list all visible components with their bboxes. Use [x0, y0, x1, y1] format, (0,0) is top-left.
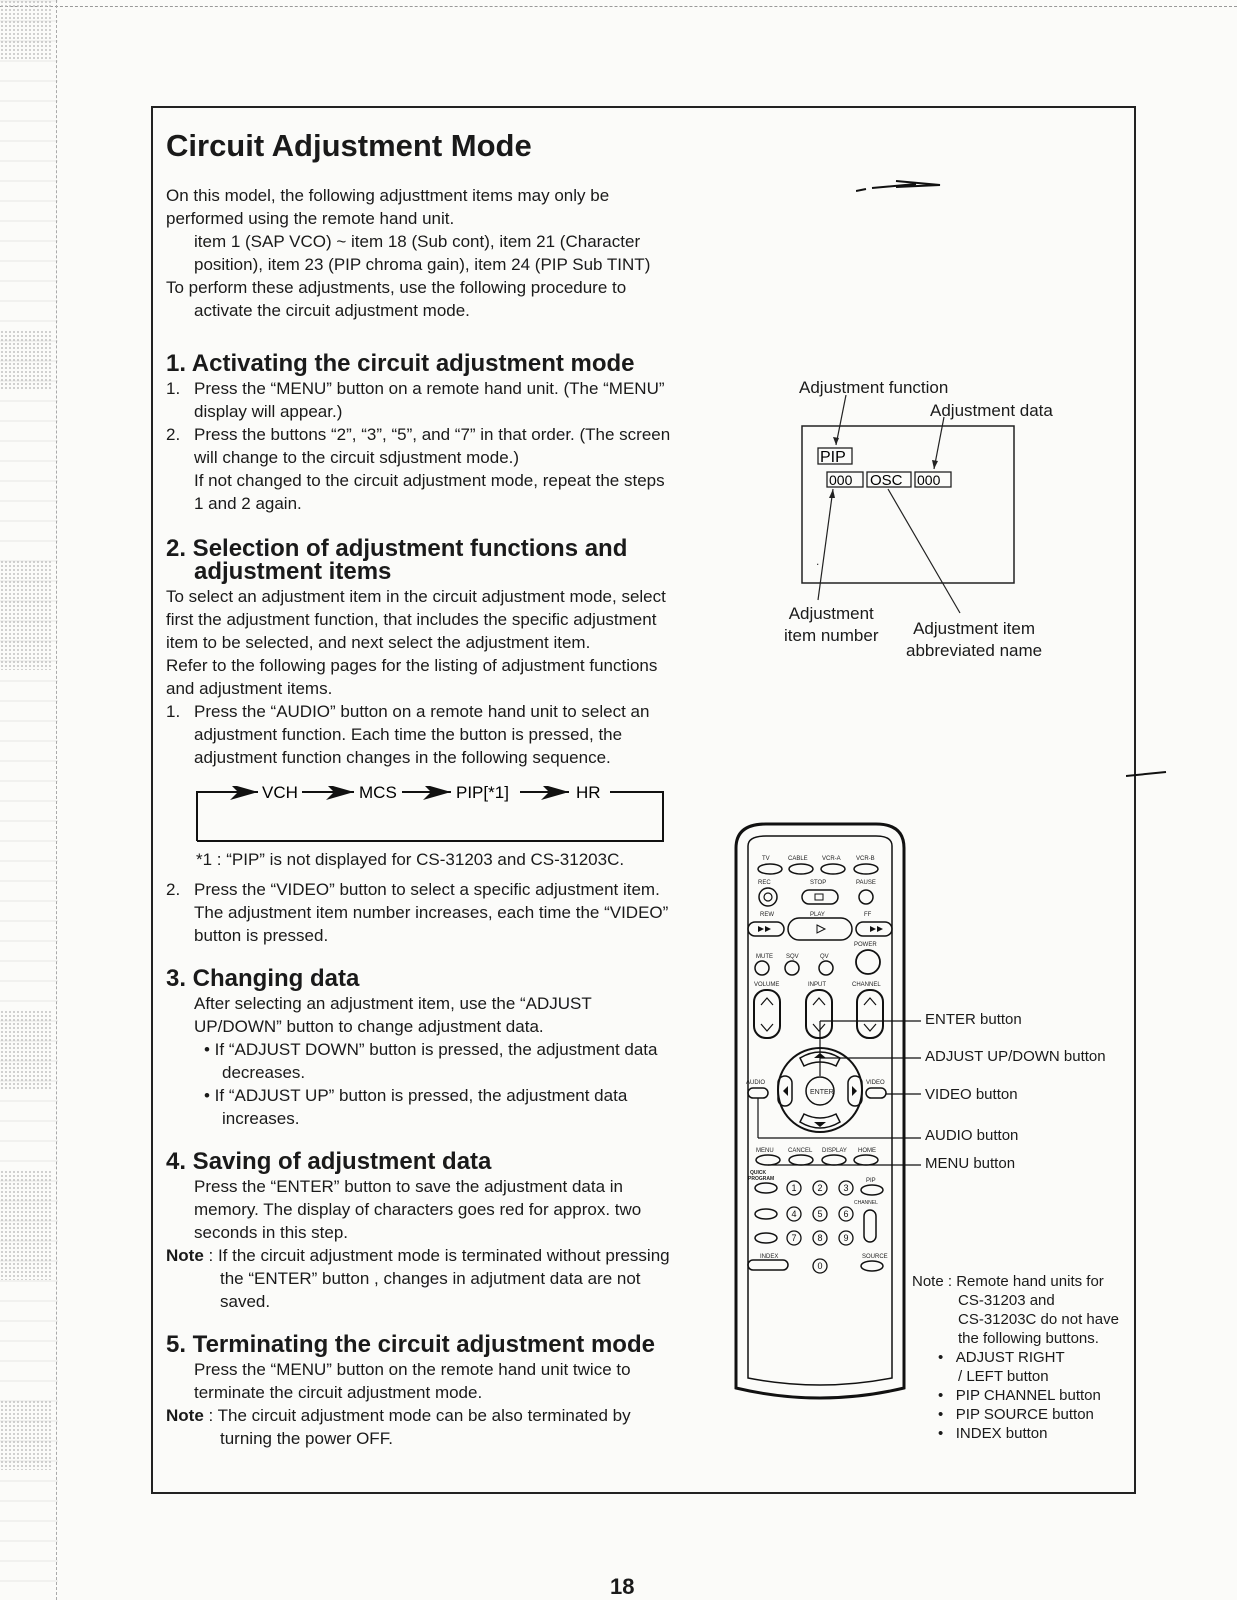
- osd-pip: PIP: [820, 449, 846, 466]
- note-text: : The circuit adjustment mode can be also terminated by: [208, 1406, 631, 1425]
- note-label: Note: [166, 1246, 204, 1265]
- remote-label-source: SOURCE: [862, 1254, 888, 1260]
- section-heading-line: 2. Selection of adjustment functions and: [166, 535, 628, 562]
- bullet-line: increases.: [222, 1109, 300, 1128]
- step-text: Press the buttons “2”, “3”, “5”, and “7” in that order. (The screen: [194, 425, 671, 444]
- paragraph-line: After selecting an adjustment item, use the “ADJUST: [194, 994, 592, 1013]
- step-text: The adjustment item number increases, each time the “VIDEO”: [194, 903, 669, 922]
- bullet-line: • If “ADJUST DOWN” button is pressed, the adjustment data: [204, 1040, 658, 1059]
- step-number: 1.: [166, 702, 181, 721]
- remote-btn-tv: [758, 864, 782, 874]
- paragraph-line: item to be selected, and next select the adjustment item.: [166, 633, 591, 652]
- remote-digit-label: 3: [843, 1183, 849, 1193]
- seq-hr: HR: [576, 786, 601, 802]
- remote-label-home: HOME: [858, 1148, 876, 1154]
- left-fold-line: [56, 0, 57, 1600]
- remote-label-qv: QV: [820, 954, 829, 960]
- step-text: 1 and 2 again.: [194, 494, 302, 513]
- label-item-number: [784, 603, 878, 647]
- remote-digit-label: 5: [817, 1209, 823, 1219]
- step-text: adjustment function changes in the following sequence.: [194, 748, 611, 767]
- bullet-line: • If “ADJUST UP” button is pressed, the adjustment data: [204, 1086, 628, 1105]
- remote-label-cancel: CANCEL: [788, 1148, 813, 1154]
- paragraph-line: memory. The display of characters goes red for approx. two: [194, 1200, 642, 1219]
- note-list-item: PIP CHANNEL button: [955, 1387, 1101, 1404]
- paragraph-line: Press the “ENTER” button to save the adjustment data in: [194, 1177, 623, 1196]
- section-heading: [166, 537, 706, 583]
- remote-btn-power: [856, 950, 880, 974]
- step-text: adjustment function. Each time the button is pressed, the: [194, 725, 623, 744]
- osd-item-number: 000: [829, 472, 853, 488]
- remote-btn-vcr-b: [854, 864, 878, 874]
- callout-adjust-up-down: ADJUST UP/DOWN button: [925, 1048, 1106, 1065]
- remote-btn-pip-channel: [864, 1210, 876, 1242]
- remote-btn-rec: [759, 888, 777, 906]
- note-text: the “ENTER” button , changes in adjutment data are not: [220, 1269, 641, 1288]
- remote-btn-display: [822, 1155, 846, 1165]
- remote-btn-audio: [748, 1088, 768, 1098]
- remote-btn-cable: [789, 864, 813, 874]
- remote-label-pip-channel: CHANNEL: [854, 1200, 878, 1206]
- section-5: [166, 1333, 706, 1450]
- remote-btn-sqv: [785, 961, 799, 975]
- remote-label-stop: STOP: [810, 880, 827, 886]
- step-text: If not changed to the circuit adjustment mode, repeat the steps: [194, 471, 665, 490]
- step-text: Press the “AUDIO” button on a remote hand unit to select an: [194, 702, 650, 721]
- paragraph-line: Press the “MENU” button on the remote hand unit twice to: [194, 1360, 631, 1379]
- callout-enter: ENTER button: [925, 1011, 1022, 1028]
- remote-btn-qv: [819, 961, 833, 975]
- remote-label-pause: PAUSE: [856, 880, 876, 886]
- paragraph-line: To select an adjustment item in the circuit adjustment mode, select: [166, 587, 666, 606]
- note-text: Remote hand units for: [956, 1273, 1104, 1290]
- note-list-item: ADJUST RIGHT: [955, 1349, 1065, 1366]
- paragraph-line: seconds in this step.: [194, 1223, 349, 1242]
- remote-label-ff: FF: [864, 912, 872, 918]
- osd-diagram: [780, 395, 1060, 620]
- remote-btn-stop: [802, 890, 838, 904]
- remote-label-play: PLAY: [810, 912, 825, 918]
- remote-label-audio: AUDIO: [746, 1080, 766, 1086]
- label-item-name: [906, 618, 1042, 662]
- remote-digit-label: 6: [843, 1209, 849, 1219]
- remote-btn-mute: [755, 961, 769, 975]
- seq-vch: VCH: [262, 786, 298, 802]
- step-number: 2.: [166, 880, 181, 899]
- remote-btn-side: [755, 1209, 777, 1219]
- section-heading-line: adjustment items: [194, 558, 392, 585]
- function-sequence-diagram: [196, 786, 664, 842]
- step-text: will change to the circuit sdjustment mode.): [194, 448, 520, 467]
- paragraph-line: first the adjustment function, that includes the specific adjustment: [166, 610, 657, 629]
- section-2: [166, 537, 706, 769]
- left-binding-strip: [0, 0, 58, 1600]
- note-list-item: INDEX button: [955, 1425, 1048, 1442]
- remote-label-power: POWER: [854, 942, 877, 948]
- label-line: Adjustment: [788, 604, 874, 623]
- remote-label-mute: MUTE: [756, 954, 773, 960]
- remote-label-display: DISPLAY: [822, 1148, 847, 1154]
- note-text: saved.: [220, 1292, 271, 1311]
- intro-items: item 1 (SAP VCO) ~ item 18 (Sub cont), item 21 (Character: [194, 232, 641, 251]
- remote-label-index: INDEX: [760, 1254, 779, 1260]
- remote-label-vcr-a: VCR-A: [822, 856, 841, 862]
- remote-digit-label: 8: [817, 1233, 823, 1243]
- label-line: item number: [784, 626, 879, 645]
- remote-label-volume: VOLUME: [754, 982, 780, 988]
- bullet-line: decreases.: [222, 1063, 306, 1082]
- paragraph-line: and adjustment items.: [166, 679, 333, 698]
- callout-audio: AUDIO button: [925, 1127, 1019, 1144]
- remote-btn-side: [755, 1233, 777, 1243]
- section-heading: 1. Activating the circuit adjustment mode: [166, 350, 635, 377]
- remote-btn-cancel: [789, 1155, 813, 1165]
- section-heading: 3. Changing data: [166, 965, 360, 992]
- intro-line: activate the circuit adjustment mode.: [194, 301, 470, 320]
- note-list-item: / LEFT button: [958, 1368, 1049, 1385]
- remote-digit-label: 9: [843, 1233, 849, 1243]
- label-adjustment-data: Adjustment data: [930, 401, 1053, 420]
- intro-line: On this model, the following adjusttment items may only be: [166, 186, 610, 205]
- remote-digit-label: 1: [791, 1183, 797, 1193]
- remote-label-cable: CABLE: [788, 856, 808, 862]
- remote-label-tv: TV: [762, 856, 770, 862]
- footnote: *1 : “PIP” is not displayed for CS-31203 and CS-31203C.: [196, 850, 625, 869]
- step-number: 1.: [166, 379, 181, 398]
- top-edge-rule: [0, 6, 1237, 7]
- seq-mcs: MCS: [359, 786, 397, 802]
- intro-line: To perform these adjustments, use the following procedure to: [166, 278, 627, 297]
- callout-menu: MENU button: [925, 1155, 1016, 1172]
- page-number: 18: [610, 1574, 635, 1599]
- step-number: 2.: [166, 425, 181, 444]
- remote-digit-label: 2: [817, 1183, 823, 1193]
- note-label: Note: [166, 1406, 204, 1425]
- remote-note: Note : Remote hand units for CS-31203 and CS-31203C do not have the following buttons. • ADJUST RIGHT / LEFT button • PIP CHANNEL button • PIP SOURCE button • INDEX button: [912, 1272, 1132, 1443]
- note-text: : If the circuit adjustment mode is terminated without pressing: [208, 1246, 670, 1265]
- section-3: [166, 967, 706, 1130]
- section-heading: 5. Terminating the circuit adjustment mode: [166, 1331, 655, 1358]
- paragraph-line: UP/DOWN” button to change adjustment data.: [194, 1017, 544, 1036]
- section-1: [166, 352, 706, 515]
- intro: [166, 184, 706, 322]
- note-text: turning the power OFF.: [220, 1429, 393, 1448]
- remote-digit-label: 0: [817, 1261, 823, 1271]
- intro-line: performed using the remote hand unit.: [166, 209, 455, 228]
- svg-text:.: .: [816, 554, 820, 568]
- label-line: Adjustment item: [913, 619, 1035, 638]
- note-text: CS-31203 and: [958, 1292, 1055, 1309]
- remote-btn-pip: [861, 1185, 883, 1195]
- remote-label-menu: MENU: [756, 1148, 774, 1154]
- callout-video: VIDEO button: [925, 1086, 1018, 1103]
- note-text: CS-31203C do not have: [958, 1311, 1119, 1328]
- remote-label-video: VIDEO: [866, 1080, 885, 1086]
- paragraph-line: Refer to the following pages for the listing of adjustment functions: [166, 656, 658, 675]
- remote-digit-label: 4: [791, 1209, 797, 1219]
- remote-btn-menu: [756, 1155, 780, 1165]
- remote-digit-label: 7: [791, 1233, 797, 1243]
- remote-label-vcr-b: VCR-B: [856, 856, 875, 862]
- remote-btn-vcr-a: [821, 864, 845, 874]
- remote-btn-video: [866, 1088, 886, 1098]
- section-2-step-2: [166, 878, 706, 947]
- note-list-item: PIP SOURCE button: [955, 1406, 1094, 1423]
- remote-label-channel: CHANNEL: [852, 982, 881, 988]
- step-text: Press the “VIDEO” button to select a specific adjustment item.: [194, 880, 660, 899]
- remote-label-pip: PIP: [866, 1178, 876, 1184]
- seq-pip: PIP[*1]: [456, 786, 509, 802]
- remote-label-rew: REW: [760, 912, 774, 918]
- remote-btn-index: [748, 1260, 788, 1270]
- remote-label-input: INPUT: [808, 982, 826, 988]
- remote-btn-home: [854, 1155, 878, 1165]
- remote-label-enter: ENTER: [810, 1089, 834, 1096]
- remote-btn-source: [861, 1261, 883, 1271]
- page-title: Circuit Adjustment Mode: [166, 128, 532, 163]
- step-text: display will appear.): [194, 402, 343, 421]
- section-4: [166, 1150, 711, 1313]
- note-label: Note :: [912, 1273, 953, 1290]
- intro-items: position), item 23 (PIP chroma gain), item 24 (PIP Sub TINT): [194, 255, 651, 274]
- section-heading: 4. Saving of adjustment data: [166, 1148, 492, 1175]
- remote-btn-play: [788, 918, 852, 940]
- margin-arrow-mark: [856, 175, 946, 195]
- note-text: the following buttons.: [958, 1330, 1099, 1347]
- remote-label-rec: REC: [758, 880, 771, 886]
- margin-arrow-mark: [1126, 762, 1176, 782]
- label-adjustment-function: Adjustment function: [799, 378, 949, 397]
- label-line: abbreviated name: [906, 641, 1043, 660]
- remote-label-sqv: SQV: [786, 954, 799, 960]
- step-text: button is pressed.: [194, 926, 329, 945]
- remote-btn-pause: [859, 890, 873, 904]
- paragraph-line: terminate the circuit adjustment mode.: [194, 1383, 483, 1402]
- remote-label-quick: QUICK: [750, 1170, 767, 1176]
- remote-btn-quick-program: [755, 1183, 777, 1193]
- osd-item-data: 000: [917, 472, 941, 488]
- remote-label-program: PROGRAM: [748, 1176, 775, 1182]
- step-text: Press the “MENU” button on a remote hand unit. (The “MENU”: [194, 379, 665, 398]
- osd-item-abbr: OSC: [870, 472, 903, 489]
